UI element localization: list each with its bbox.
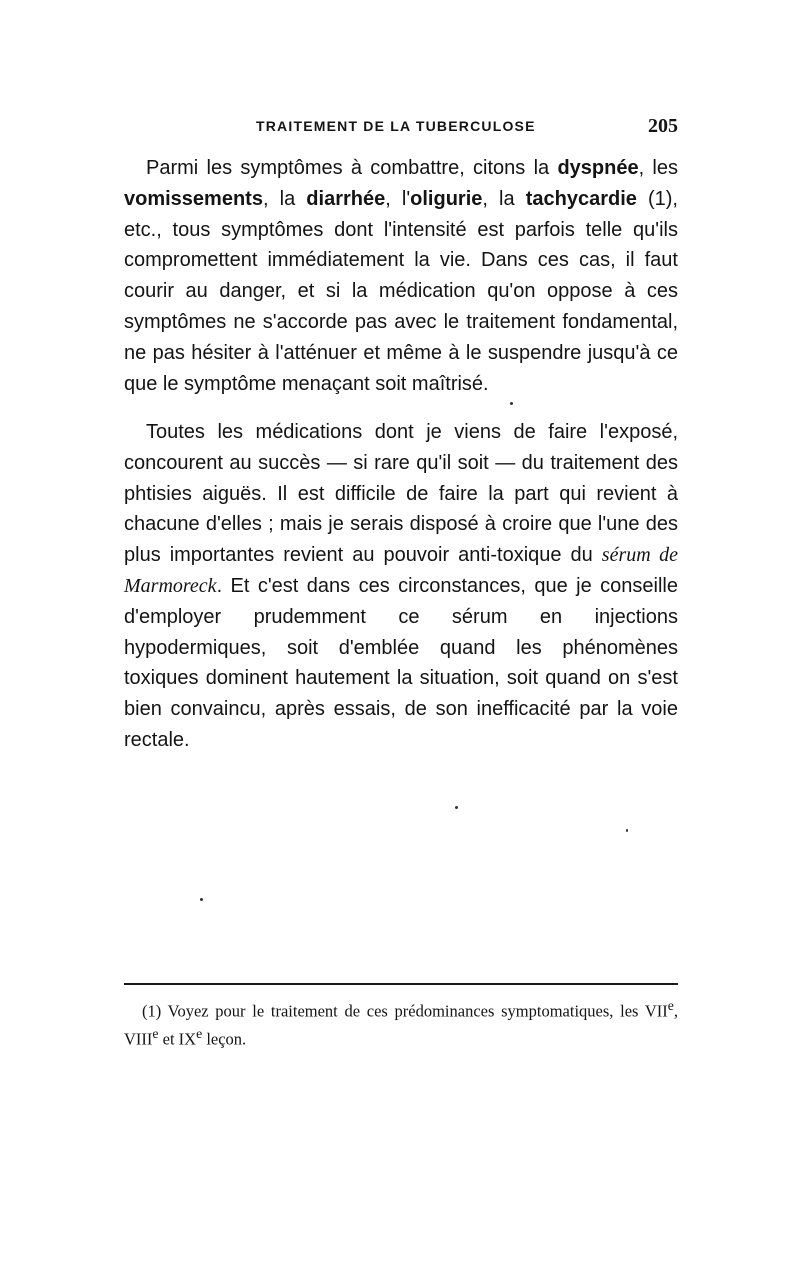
text-run: Toutes les médications dont je viens de faire l'exposé, concourent au succès — si rare qu'il soit — du traitement des phtisies aiguës. Il est difficile de faire la part qui revient à chacune d'elles ; mais je serais disposé à croire que l'une des plus importantes revient au pouvoir anti-toxique du (124, 421, 678, 567)
paragraph-symptoms (124, 153, 678, 399)
footnote (124, 995, 678, 1050)
footnote-text: et IX (158, 1029, 197, 1048)
term-dyspnee: dyspnée (557, 157, 639, 179)
superscript: e (667, 998, 674, 1013)
text-run: , l' (385, 187, 411, 210)
print-speck (626, 829, 628, 832)
footnote-text: , VIII (124, 1001, 678, 1048)
text-run: , les (638, 157, 678, 179)
superscript: e (152, 1025, 159, 1041)
paragraph-medications (124, 417, 678, 756)
term-serum-marmoreck: sérum de Marmoreck (124, 544, 678, 597)
footnote-text: (1) Voyez pour le traitement de ces prédominances symptomatiques, les VII (142, 1001, 668, 1021)
term-oligurie: oligurie (410, 187, 483, 210)
text-run: , la (482, 187, 526, 210)
text-run: , la (262, 187, 307, 210)
print-speck (200, 898, 203, 901)
term-vomissements: vomissements (124, 187, 263, 210)
print-speck (510, 402, 513, 405)
footnote-rule (124, 983, 678, 985)
running-head (124, 115, 678, 140)
footnote-text: leçon. (202, 1029, 247, 1048)
page-number: 205 (648, 115, 678, 137)
text-run: . Et c'est dans ces circonstances, que je conseille d'employer prudemment ce sérum en injections hypodermiques, soit d'emblée quand les phénomènes toxiques dominent hautement la situation, soit quand on s'est bien convaincu, après essais, de son inefficacité par la voie rectale. (124, 574, 678, 751)
running-title: TRAITEMENT DE LA TUBERCULOSE (256, 118, 536, 134)
superscript: e (196, 1025, 203, 1041)
term-diarrhee: diarrhée (306, 187, 386, 210)
term-tachycardie: tachycardie (525, 187, 637, 210)
print-speck (455, 806, 458, 809)
text-run: Parmi les symptômes à combattre, citons la (146, 157, 558, 179)
text-run: (1), etc., tous symptômes dont l'intensité est parfois telle qu'ils compromettent immédiatement la vie. Dans ces cas, il faut courir au danger, et si la médication qu'on oppose à ces symptômes ne s'accorde pas avec le traitement fondamental, ne pas hésiter à l'atténuer et même à le suspendre jusqu'à ce que le symptôme menaçant soit maîtrisé. (124, 187, 678, 395)
